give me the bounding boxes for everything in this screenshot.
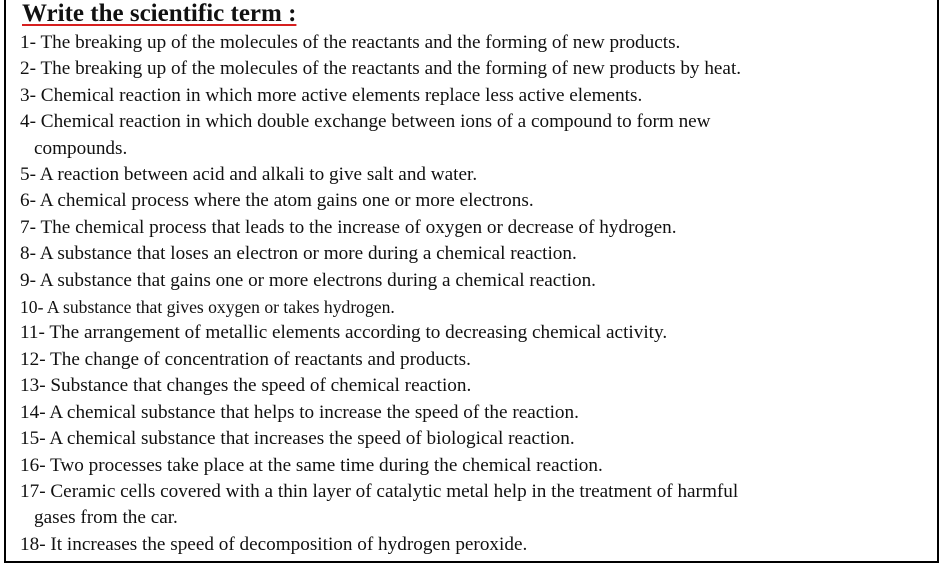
question-text: A substance that gains one or more electrons during a chemical reaction. [39, 269, 596, 291]
question-item-13 [20, 373, 930, 399]
question-text: The change of concentration of reactants and products. [50, 348, 471, 370]
question-number: 1- [20, 32, 36, 53]
question-text: A chemical process where the atom gains one or more electrons. [39, 190, 534, 212]
question-text: It increases the speed of decomposition of hydrogen peroxide. [50, 533, 528, 555]
question-text: The arrangement of metallic elements according to decreasing chemical activity. [49, 322, 668, 344]
question-number: 9- [20, 269, 36, 291]
question-text: A substance that loses an electron or more during a chemical reaction. [39, 243, 577, 265]
question-number: 4- [20, 111, 36, 133]
question-item-3 [20, 83, 930, 109]
question-number: 8- [20, 243, 36, 265]
question-item-16 [20, 453, 930, 479]
question-item-12 [20, 347, 930, 373]
question-item-6 [20, 188, 930, 214]
question-number: 5- [20, 164, 36, 186]
question-text-continuation: gases from the car. [34, 507, 178, 529]
question-number: 13- [20, 375, 46, 397]
question-text: A chemical substance that helps to increase the speed of the reaction. [49, 401, 579, 423]
question-item-9 [20, 268, 930, 294]
question-text: The breaking up of the molecules of the reactants and the forming of new products. [40, 32, 681, 53]
question-item-8 [20, 241, 930, 267]
question-item-17 [20, 479, 930, 532]
question-text: Substance that changes the speed of chemical reaction. [50, 375, 472, 397]
question-item-2 [20, 56, 930, 82]
question-item-1 [20, 30, 930, 56]
question-number: 2- [20, 58, 36, 80]
question-item-5 [20, 162, 930, 188]
question-number: 6- [20, 190, 36, 212]
question-list [20, 30, 930, 558]
question-number: 14- [20, 401, 46, 423]
question-text: The chemical process that leads to the increase of oxygen or decrease of hydrogen. [40, 216, 677, 238]
question-number: 3- [20, 84, 36, 106]
worksheet [4, 0, 939, 563]
question-text: Chemical reaction in which double exchange between ions of a compound to form new [40, 111, 711, 133]
question-item-11 [20, 320, 930, 346]
question-text: Two processes take place at the same time during the chemical reaction. [50, 454, 603, 476]
question-item-14 [20, 400, 930, 426]
question-number: 11- [20, 322, 45, 344]
worksheet-title: Write the scientific term : [22, 0, 297, 27]
question-item-18 [20, 532, 930, 558]
question-number: 15- [20, 428, 46, 450]
question-item-4 [20, 109, 930, 162]
question-number: 18- [20, 533, 46, 555]
question-number: 10- [20, 297, 44, 318]
question-text: Chemical reaction in which more active elements replace less active elements. [40, 84, 643, 106]
question-number: 7- [20, 216, 36, 238]
question-text: The breaking up of the molecules of the reactants and the forming of new products by heat. [40, 58, 742, 80]
question-text: Ceramic cells covered with a thin layer of catalytic metal help in the treatment of harmful [50, 480, 739, 502]
question-number: 17- [20, 480, 46, 502]
question-text: A substance that gives oxygen or takes hydrogen. [46, 297, 395, 318]
question-number: 16- [20, 454, 46, 476]
question-item-10 [20, 294, 930, 320]
question-number: 12- [20, 348, 46, 370]
question-text: A reaction between acid and alkali to give salt and water. [39, 164, 478, 186]
question-item-15 [20, 426, 930, 452]
question-item-7 [20, 215, 930, 241]
question-text: A chemical substance that increases the speed of biological reaction. [49, 428, 575, 450]
question-text-continuation: compounds. [34, 137, 128, 159]
